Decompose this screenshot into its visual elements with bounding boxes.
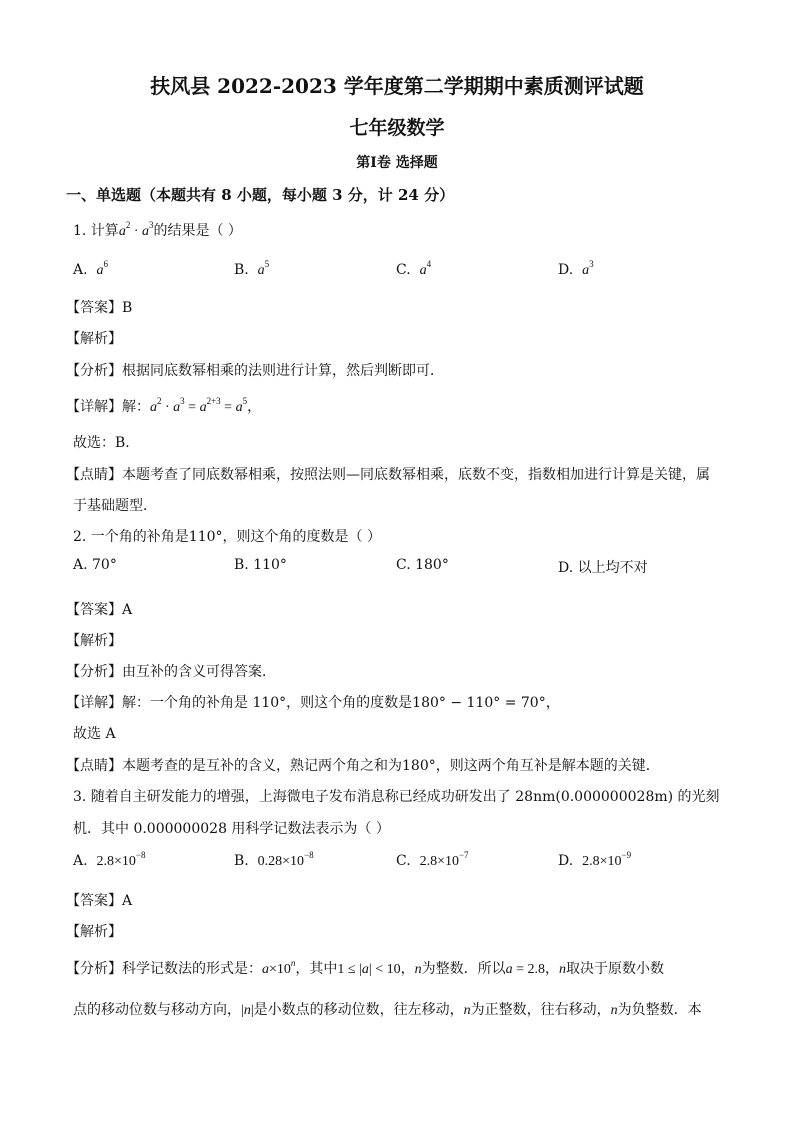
q1-guxuan: 故选：B． (73, 435, 140, 451)
q1-stem: 1. 计算$a^2 \cdot a^3$的结果是（ ） (73, 220, 242, 239)
q2-option-c: C. 180° (396, 557, 449, 573)
q1-xiangjie: 【详解】解：$a^2 \cdot a^3 = a^{2+3} = a^5$， (66, 396, 262, 415)
section-heading: 一、单选题（本题共有 8 小题，每小题 3 分，计 24 分） (66, 186, 455, 204)
q1-dianjing-line2: 于基础题型． (73, 498, 157, 514)
exam-subtitle: 七年级数学 (349, 117, 445, 139)
q2-fenxi: 【分析】由互补的含义可得答案． (66, 664, 276, 680)
q2-analysis-label: 【解析】 (66, 633, 122, 649)
part-heading: 第Ⅰ卷 选择题 (356, 155, 438, 171)
q1-fenxi: 【分析】根据同底数幂相乘的法则进行计算，然后判断即可． (66, 363, 444, 379)
q3-option-d: D. $2.8\times 10^{-9}$ (558, 850, 632, 869)
q2-dianjing: 【点睛】本题考查的是互补的含义，熟记两个角之和为180°，则这两个角互补是解本题的关键． (66, 758, 660, 774)
q2-answer: 【答案】A (66, 602, 133, 618)
q1-dianjing-line1: 【点睛】本题考查了同底数幂相乘，按照法则—同底数幂相乘，底数不变，指数相加进行计算是关键，属 (66, 467, 710, 483)
q2-option-b: B. 110° (234, 557, 287, 573)
q3-stem-line2: 机．其中 0.000000028 用科学记数法表示为（ ） (73, 821, 390, 837)
q3-option-c: C. $2.8\times 10^{-7}$ (396, 850, 469, 869)
q1-option-b: B. $a^5$ (234, 259, 270, 278)
q3-analysis-label: 【解析】 (66, 924, 122, 940)
q2-stem: 2. 一个角的补角是110°，则这个角的度数是（ ） (73, 529, 381, 545)
q1-option-c: C. $a^4$ (396, 259, 432, 278)
q3-stem-line1: 3. 随着自主研发能力的增强，上海微电子发布消息称已经成功研发出了 28nm(0.000000028m) 的光刻 (73, 789, 720, 805)
q3-option-b: B. $0.28\times 10^{-8}$ (234, 850, 314, 869)
q2-option-d: D. 以上均不对 (558, 560, 648, 576)
q3-fenxi-line1: 【分析】科学记数法的形式是：$a\times 10^n$，其中1 ≤ |a| < 10，n为整数．所以a = 2.8，n取决于原数小数 (66, 958, 665, 977)
q1-analysis-label: 【解析】 (66, 331, 122, 347)
q1-answer: 【答案】B (66, 300, 133, 316)
exam-title: 扶风县 2022-2023 学年度第二学期期中素质测评试题 (150, 74, 644, 98)
q3-fenxi-line2: 点的移动位数与移动方向，|n|是小数点的移动位数，往左移动，n为正整数，往右移动，n为负整数．本 (73, 1002, 702, 1018)
q2-guxuan: 故选 A (73, 726, 116, 742)
q1-option-d: D. $a^3$ (558, 259, 594, 278)
q3-answer: 【答案】A (66, 893, 133, 909)
q2-xiangjie: 【详解】解：一个角的补角是 110°，则这个角的度数是180° − 110° = 70°， (66, 695, 560, 711)
q2-option-a: A. 70° (73, 557, 117, 573)
q3-option-a: A. $2.8\times 10^{-8}$ (73, 850, 146, 869)
q1-option-a: A. $a^6$ (73, 259, 108, 278)
